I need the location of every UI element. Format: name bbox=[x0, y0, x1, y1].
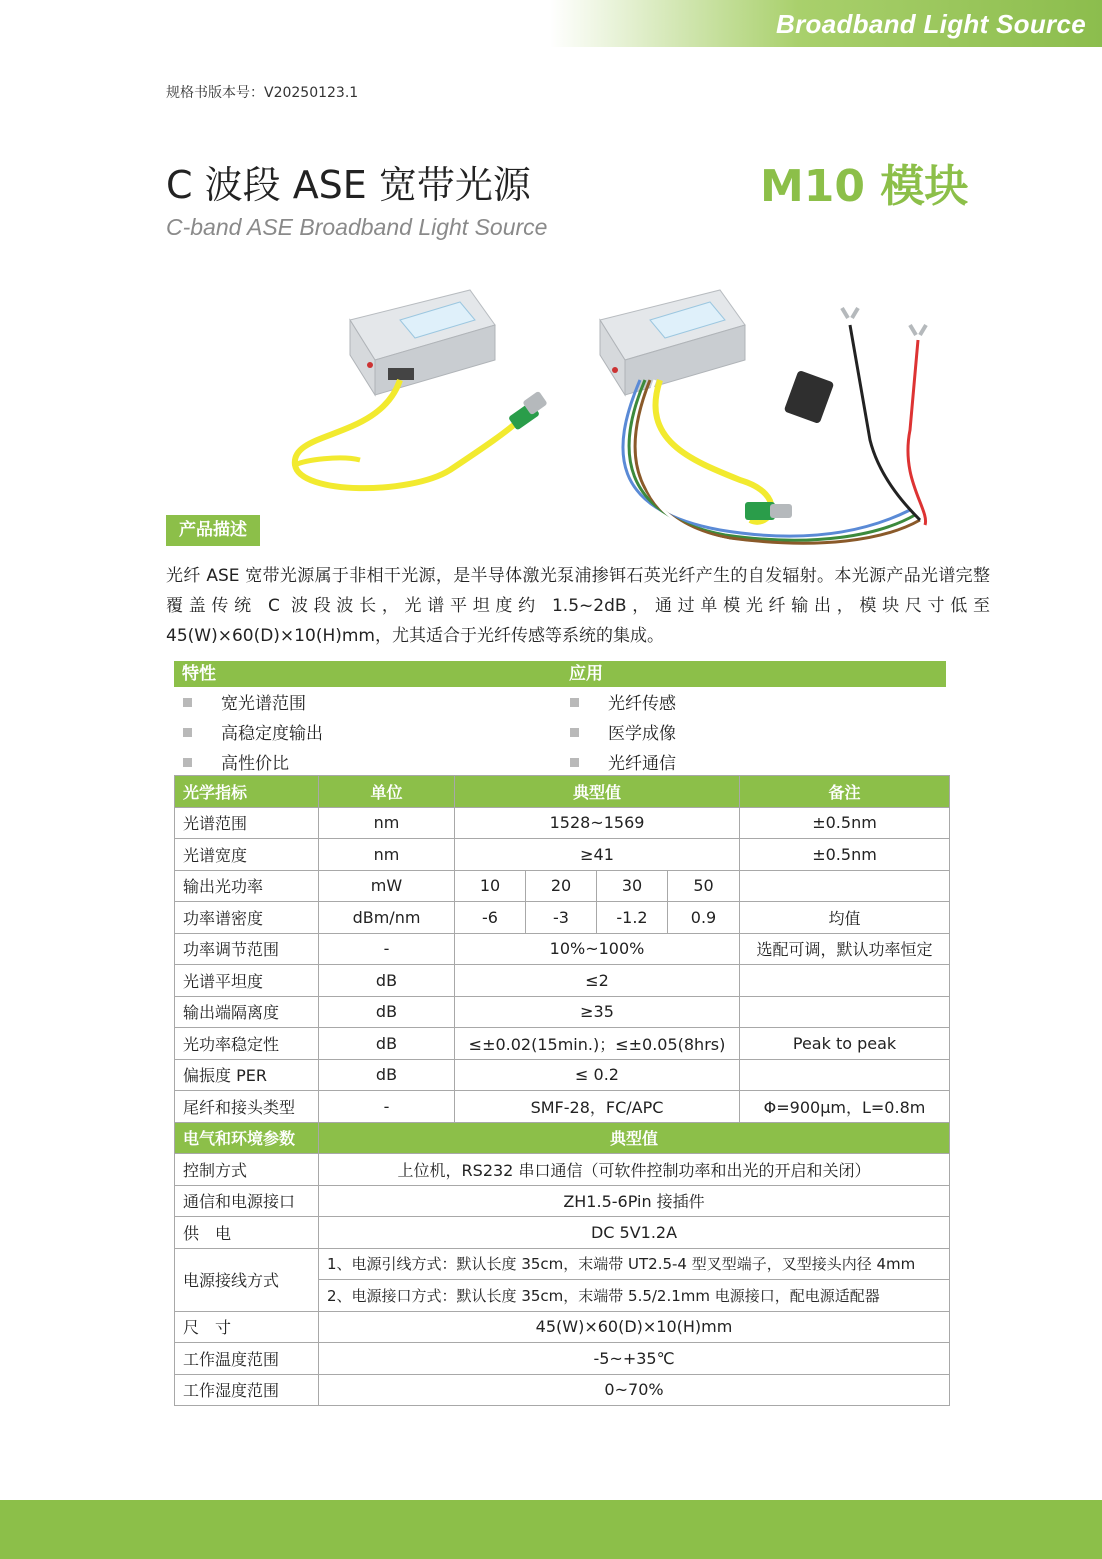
spec-table bbox=[174, 775, 950, 1406]
product-description: 光纤 ASE 宽带光源属于非相干光源，是半导体激光泵浦掺铒石英光纤产生的自发辐射。本光源产品光谱完整覆盖传统 C 波段波长，光谱平坦度约 1.5~2dB，通过单模光纤输出，模块尺寸低至 45(W)×60(D)×10(H)mm，尤其适合于光纤传感等系统的集成。 bbox=[166, 566, 990, 646]
table-row: 输出光功率 mW 10 20 30 50 bbox=[175, 870, 950, 902]
column-header: 典型值 bbox=[455, 776, 740, 808]
column-header: 光学指标 bbox=[175, 776, 319, 808]
product-photo bbox=[270, 280, 990, 565]
column-header: 单位 bbox=[319, 776, 455, 808]
page-subtitle: C-band ASE Broadband Light Source bbox=[166, 214, 548, 240]
table-row: 控制方式 上位机，RS232 串口通信（可软件控制功率和出光的开启和关闭） bbox=[175, 1154, 950, 1186]
list-item: 光纤通信 bbox=[570, 749, 676, 779]
spec-version: 规格书版本号：V20250123.1 bbox=[166, 85, 359, 101]
column-header: 备注 bbox=[740, 776, 950, 808]
table-row: 工作湿度范围 0~70% bbox=[175, 1374, 950, 1406]
table-row: 电源接线方式 1、电源引线方式：默认长度 35cm，末端带 UT2.5-4 型叉型端子，叉型接头内径 4mm bbox=[175, 1248, 950, 1280]
table-row: 偏振度 PER dB ≤ 0.2 bbox=[175, 1059, 950, 1091]
top-banner bbox=[550, 0, 1102, 47]
table-row: 光谱平坦度 dB ≤2 bbox=[175, 965, 950, 997]
column-header: 典型值 bbox=[319, 1122, 950, 1154]
features-applications-header bbox=[174, 661, 946, 687]
table-row: 光功率稳定性 dB ≤±0.02(15min.)；≤±0.05(8hrs) Peak to peak bbox=[175, 1028, 950, 1060]
table-row: 供 电 DC 5V1.2A bbox=[175, 1217, 950, 1249]
table-row: 通信和电源接口 ZH1.5-6Pin 接插件 bbox=[175, 1185, 950, 1217]
applications-header: 应用 bbox=[569, 664, 603, 684]
page-title: C 波段 ASE 宽带光源 bbox=[166, 163, 531, 207]
module-right-image bbox=[600, 290, 926, 547]
list-item: 高稳定度输出 bbox=[183, 719, 323, 749]
list-item: 光纤传感 bbox=[570, 689, 676, 719]
applications-list bbox=[570, 689, 676, 779]
table-row: 光谱宽度 nm ≥41 ±0.5nm bbox=[175, 839, 950, 871]
bottom-bar bbox=[0, 1500, 1102, 1559]
section-tag-description: 产品描述 bbox=[166, 515, 260, 546]
list-item: 医学成像 bbox=[570, 719, 676, 749]
table-row: 尺 寸 45(W)×60(D)×10(H)mm bbox=[175, 1311, 950, 1343]
table-row: 工作温度范围 -5~+35℃ bbox=[175, 1343, 950, 1375]
model-name: M10 模块 bbox=[760, 161, 969, 212]
square-bullet-icon bbox=[570, 728, 579, 737]
banner-title: Broadband Light Source bbox=[776, 9, 1086, 39]
table-row: 输出端隔离度 dB ≥35 bbox=[175, 996, 950, 1028]
table-row: 功率调节范围 - 10%~100% 选配可调，默认功率恒定 bbox=[175, 933, 950, 965]
column-header: 电气和环境参数 bbox=[175, 1122, 319, 1154]
list-item: 高性价比 bbox=[183, 749, 323, 779]
table-row: 2、电源接口方式：默认长度 35cm，末端带 5.5/2.1mm 电源接口，配电源适配器 bbox=[175, 1280, 950, 1312]
table-header-row bbox=[175, 776, 950, 808]
features-list bbox=[183, 689, 323, 779]
features-header: 特性 bbox=[182, 664, 216, 684]
module-left-image bbox=[295, 290, 548, 488]
square-bullet-icon bbox=[183, 698, 192, 707]
table-header-row bbox=[175, 1122, 950, 1154]
square-bullet-icon bbox=[570, 758, 579, 767]
table-row: 光谱范围 nm 1528~1569 ±0.5nm bbox=[175, 807, 950, 839]
square-bullet-icon bbox=[183, 758, 192, 767]
square-bullet-icon bbox=[183, 728, 192, 737]
square-bullet-icon bbox=[570, 698, 579, 707]
list-item: 宽光谱范围 bbox=[183, 689, 323, 719]
table-row: 功率谱密度 dBm/nm -6 -3 -1.2 0.9 均值 bbox=[175, 902, 950, 934]
table-row: 尾纤和接头类型 - SMF-28，FC/APC Φ=900μm，L=0.8m bbox=[175, 1091, 950, 1123]
